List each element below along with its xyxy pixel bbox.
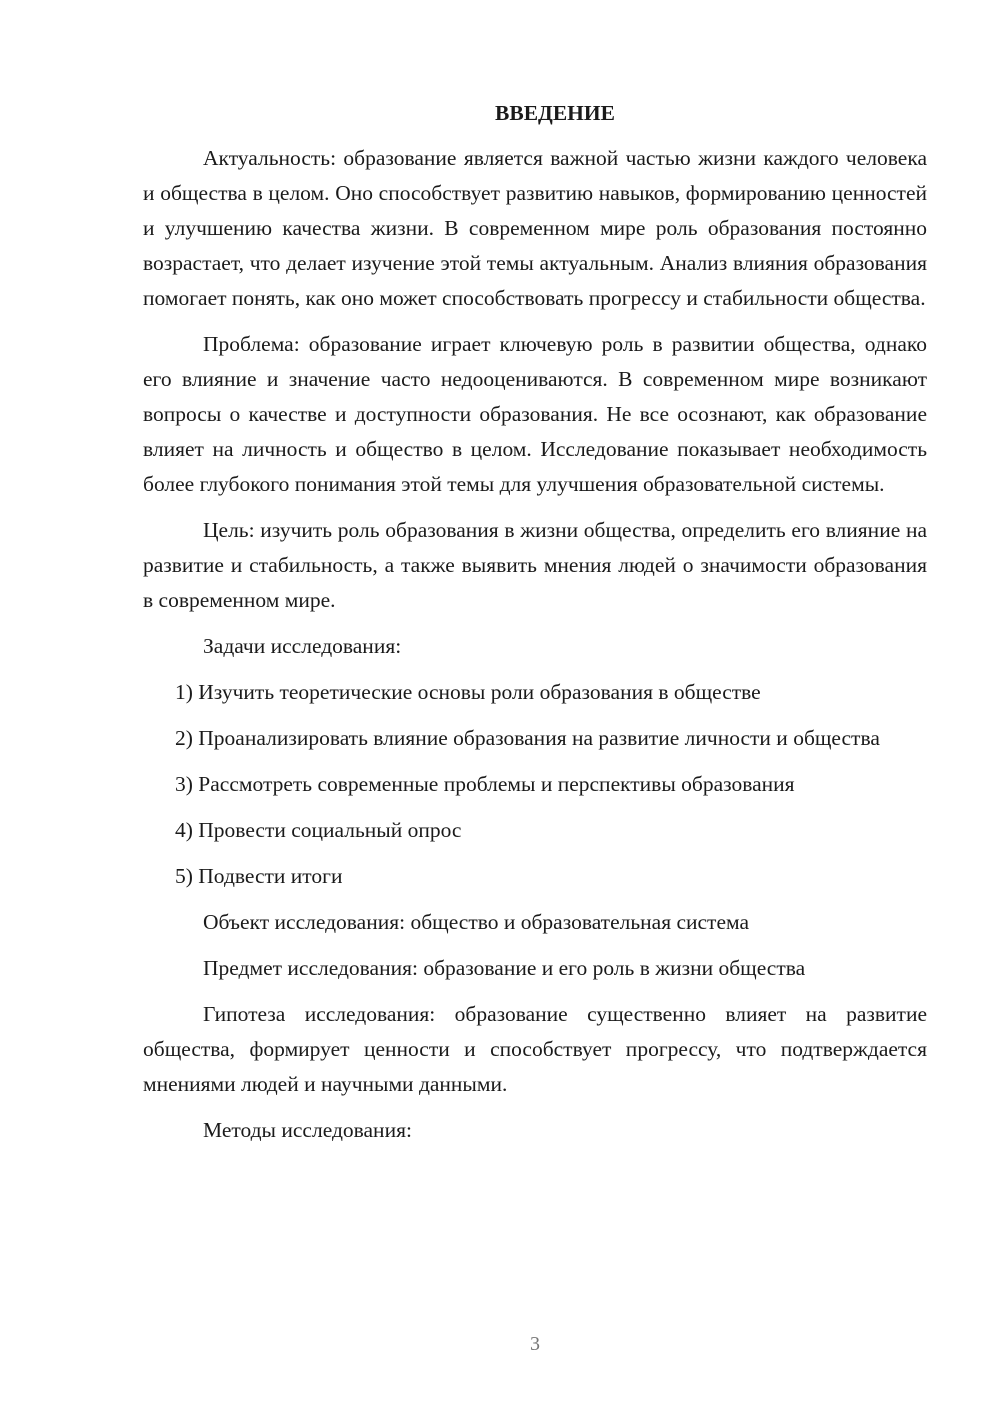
problem-paragraph: Проблема: образование играет ключевую роль в развитии общества, однако его влияние и значение часто недооцениваются. В современном мире возникают вопросы о качестве и доступности образования. Не все осознают, как образование влияет на личность и общество в целом. Исследование показывает необходимость более глубокого понимания этой темы для улучшения образовательной системы.: [143, 332, 927, 496]
page-number: 3: [530, 1333, 540, 1355]
hypothesis-paragraph: Гипотеза исследования: образование существенно влияет на развитие общества, формирует ценности и способствует прогрессу, что подтверждается мнениями людей и научными данными.: [143, 1002, 927, 1096]
methods-heading: Методы исследования:: [203, 1118, 412, 1142]
relevance-paragraph: Актуальность: образование является важной частью жизни каждого человека и общества в целом. Оно способствует развитию навыков, формированию ценностей и улучшению качества жизни. В современном мире роль образования постоянно возрастает, что делает изучение этой темы актуальным. Анализ влияния образования помогает понять, как оно может способствовать прогрессу и стабильности общества.: [143, 146, 927, 310]
research-object-paragraph: Объект исследования: общество и образовательная система: [203, 910, 749, 934]
goal-paragraph: Цель: изучить роль образования в жизни общества, определить его влияние на развитие и стабильность, а также выявить мнения людей о значимости образования в современном мире.: [143, 518, 927, 612]
task-item: 1) Изучить теоретические основы роли образования в обществе: [175, 680, 761, 704]
task-item: 5) Подвести итоги: [175, 864, 343, 888]
task-item: 3) Рассмотреть современные проблемы и перспективы образования: [175, 772, 795, 796]
task-item: 2) Проанализировать влияние образования на развитие личности и общества: [175, 726, 880, 750]
section-title: ВВЕДЕНИЕ: [495, 101, 615, 125]
task-item: 4) Провести социальный опрос: [175, 818, 462, 842]
document-body: [143, 96, 927, 1159]
research-subject-paragraph: Предмет исследования: образование и его роль в жизни общества: [203, 956, 806, 980]
tasks-heading: Задачи исследования:: [203, 634, 402, 658]
